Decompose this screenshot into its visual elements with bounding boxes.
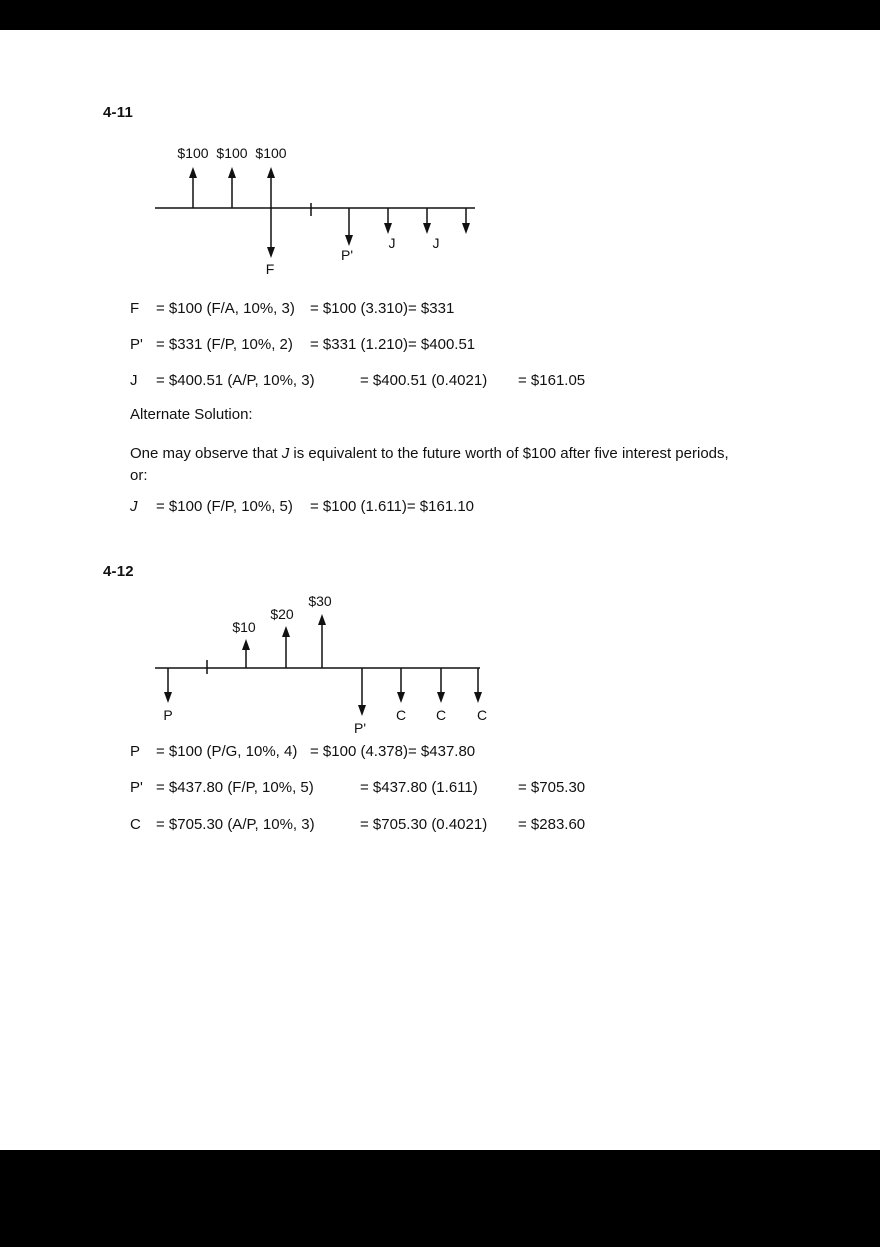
f-label: F xyxy=(265,261,275,277)
equation-variable: C xyxy=(130,816,141,833)
equation-variable: J xyxy=(130,498,138,515)
equation-row-f xyxy=(130,300,830,320)
down-arrow-j2 xyxy=(423,208,431,234)
equation-eval: = $100 (4.378)= $437.80 xyxy=(310,743,476,760)
equation-eval: = $100 (3.310)= $331 xyxy=(310,300,455,317)
down-arrow-p xyxy=(164,668,172,703)
equation-eval: = $331 (1.210)= $400.51 xyxy=(310,336,476,353)
equation-variable: F xyxy=(130,300,140,317)
equation-factor: = $100 (F/P, 10%, 5) xyxy=(156,498,293,515)
equation-eval: = $100 (1.611)= $161.10 xyxy=(310,498,475,515)
cash-label-100-3: $100 xyxy=(255,145,287,161)
p-prime-label: P' xyxy=(340,247,354,263)
equation-factor: = $437.80 (F/P, 10%, 5) xyxy=(156,779,314,796)
equation-variable: P' xyxy=(130,336,143,353)
down-arrow-p-prime xyxy=(358,668,366,716)
cash-label-30: $30 xyxy=(308,593,332,609)
up-arrow-3 xyxy=(267,167,275,208)
equation-row-p xyxy=(130,743,830,763)
cash-label-100-1: $100 xyxy=(177,145,209,161)
up-arrow-10 xyxy=(242,639,250,668)
equation-eval: = $400.51 (0.4021) xyxy=(360,372,488,389)
equation-variable: P xyxy=(130,743,141,760)
equation-result: = $161.05 xyxy=(518,372,586,389)
up-arrow-20 xyxy=(282,626,290,668)
down-arrow-c2 xyxy=(437,668,445,703)
equation-row-j-alternate xyxy=(130,498,830,518)
c-label-2: C xyxy=(435,707,447,723)
problem-number-4-11: 4-11 xyxy=(103,104,133,121)
cash-flow-diagram-4-12 xyxy=(140,590,500,745)
note-italic-j: J xyxy=(281,445,290,462)
down-arrow-c1 xyxy=(397,668,405,703)
down-arrow-p-prime xyxy=(345,208,353,246)
equation-factor: = $100 (F/A, 10%, 3) xyxy=(156,300,295,317)
equation-row-p-prime xyxy=(130,779,830,799)
equation-row-j xyxy=(130,372,830,392)
equation-variable: P' xyxy=(130,779,143,796)
p-prime-label: P' xyxy=(353,720,367,736)
up-arrow-30 xyxy=(318,614,326,668)
note-text-line2: or: xyxy=(130,467,148,484)
equation-factor: = $400.51 (A/P, 10%, 3) xyxy=(156,372,315,389)
down-arrow-j1 xyxy=(384,208,392,234)
equation-factor: = $331 (F/P, 10%, 2) xyxy=(156,336,293,353)
equation-variable: J xyxy=(130,372,138,389)
note-text-pre: One may observe that xyxy=(130,445,282,462)
equation-factor: = $100 (P/G, 10%, 4) xyxy=(156,743,298,760)
down-arrow-c3 xyxy=(474,668,482,703)
note-text-post: is equivalent to the future worth of $100 after five interest periods, xyxy=(289,445,729,462)
j-label-1: J xyxy=(388,235,396,251)
j-label-2: J xyxy=(432,235,440,251)
equation-result: = $283.60 xyxy=(518,816,586,833)
up-arrow-1 xyxy=(189,167,197,208)
equation-row-p-prime xyxy=(130,336,830,356)
down-arrow-j3 xyxy=(462,208,470,234)
top-black-border xyxy=(0,0,880,30)
c-label-3: C xyxy=(476,707,488,723)
cash-label-20: $20 xyxy=(270,606,294,622)
down-arrow-f xyxy=(267,208,275,258)
equation-result: = $705.30 xyxy=(518,779,586,796)
cash-label-10: $10 xyxy=(232,619,256,635)
problem-number-4-12: 4-12 xyxy=(103,563,134,580)
equation-eval: = $437.80 (1.611) xyxy=(360,779,478,796)
up-arrow-2 xyxy=(228,167,236,208)
alternate-solution-heading: Alternate Solution: xyxy=(130,406,253,423)
c-label-1: C xyxy=(395,707,407,723)
cash-flow-diagram-4-11 xyxy=(140,140,500,290)
equation-eval: = $705.30 (0.4021) xyxy=(360,816,488,833)
equation-factor: = $705.30 (A/P, 10%, 3) xyxy=(156,816,315,833)
bottom-black-border xyxy=(0,1150,880,1247)
cash-label-100-2: $100 xyxy=(216,145,248,161)
p-label: P xyxy=(163,707,173,723)
equation-row-c xyxy=(130,816,830,836)
note-paragraph xyxy=(130,443,820,487)
